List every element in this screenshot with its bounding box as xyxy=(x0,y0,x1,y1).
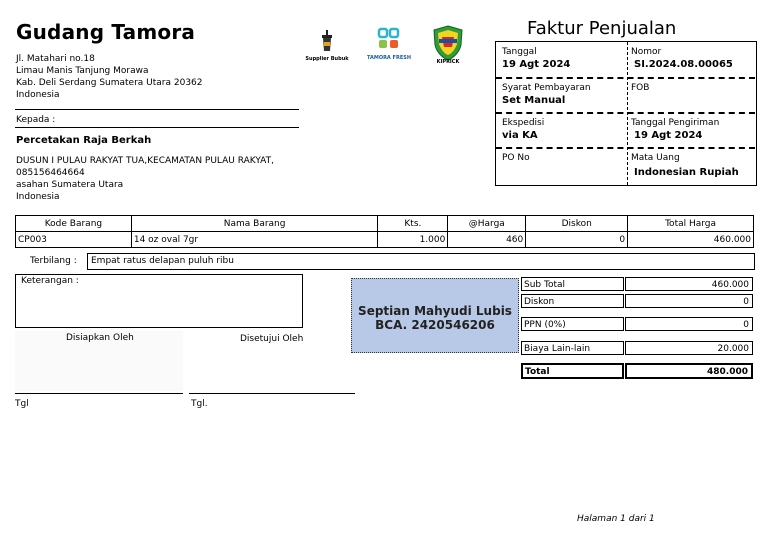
bank-account-name: Septian Mahyudi Lubis xyxy=(358,304,512,318)
recipient-name: Percetakan Raja Berkah xyxy=(16,135,152,146)
tanggal-value: 19 Agt 2024 xyxy=(502,59,571,70)
company-address-line: Limau Manis Tanjung Morawa xyxy=(16,66,149,76)
kiprick-logo xyxy=(431,25,465,65)
diskon-cell: 0 xyxy=(526,232,628,248)
nomor-value: SI.2024.08.00065 xyxy=(634,59,733,70)
biaya-lain-label: Biaya Lain-lain xyxy=(521,341,624,355)
column-header: Kode Barang xyxy=(16,216,132,232)
tanggal-pengiriman-cell xyxy=(631,117,719,143)
tamora-fresh-logo xyxy=(363,27,415,61)
kode-barang-cell: CP003 xyxy=(16,232,132,248)
recipient-address-line: DUSUN I PULAU RAKYAT TUA,KECAMATAN PULAU RAKYAT, xyxy=(16,156,274,166)
ekspedisi-label: Ekspedisi xyxy=(502,118,545,128)
cup-icon xyxy=(320,30,334,52)
logo-caption: Supplier Bubuk xyxy=(305,56,349,62)
total-value: 480.000 xyxy=(625,363,753,379)
biaya-lain-value: 20.000 xyxy=(625,341,753,355)
company-address xyxy=(16,53,203,101)
recipient-address-line: 085156464664 xyxy=(16,168,85,178)
terbilang-label: Terbilang : xyxy=(30,256,77,266)
tgl-label: Tgl. xyxy=(191,399,208,409)
ppn-label: PPN (0%) xyxy=(521,317,624,331)
company-name: Gudang Tamora xyxy=(16,20,196,44)
items-table xyxy=(15,215,754,248)
logo-caption: TAMORA FRESH xyxy=(366,55,412,61)
tanggal-pengiriman-value: 19 Agt 2024 xyxy=(634,130,703,141)
recipient-label: Kepada : xyxy=(16,115,56,125)
syarat-label: Syarat Pembayaran xyxy=(502,83,591,93)
ekspedisi-cell xyxy=(502,117,544,143)
table-header-row xyxy=(16,216,754,232)
sub-total-value: 460.000 xyxy=(625,277,753,291)
recipient-address xyxy=(16,155,274,203)
syarat-value: Set Manual xyxy=(502,95,566,106)
invoice-title: Faktur Penjualan xyxy=(527,18,677,39)
tamora-fresh-icon xyxy=(376,27,402,51)
keterangan-box xyxy=(15,274,303,328)
bank-account-number: BCA. 2420546206 xyxy=(375,318,495,332)
po-cell xyxy=(502,152,530,164)
bank-info-box xyxy=(351,278,519,353)
supplier-bubuk-logo xyxy=(303,30,351,62)
recipient-address-line: Indonesia xyxy=(16,192,60,202)
nama-barang-cell: 14 oz oval 7gr xyxy=(131,232,378,248)
fob-cell xyxy=(631,82,649,94)
mata-uang-value: Indonesian Rupiah xyxy=(634,167,739,178)
mata-uang-cell xyxy=(631,152,739,180)
fob-label: FOB xyxy=(631,83,650,93)
po-label: PO No xyxy=(502,153,530,163)
tanggal-pengiriman-label: Tanggal Pengiriman xyxy=(631,118,720,128)
divider xyxy=(15,109,299,110)
keterangan-label: Keterangan : xyxy=(21,276,79,286)
disetujui-label: Disetujui Oleh xyxy=(240,334,304,344)
syarat-cell xyxy=(502,82,591,108)
signature-line xyxy=(189,393,355,394)
sub-total-label: Sub Total xyxy=(521,277,624,291)
signature-line xyxy=(15,393,183,394)
company-address-line: Indonesia xyxy=(16,90,60,100)
ekspedisi-value: via KA xyxy=(502,130,538,141)
harga-cell: 460 xyxy=(448,232,526,248)
shield-icon xyxy=(432,25,464,61)
nomor-label: Nomor xyxy=(631,47,662,57)
nomor-cell xyxy=(631,46,733,72)
tanggal-label: Tanggal xyxy=(502,47,537,57)
column-header: Nama Barang xyxy=(131,216,378,232)
diskon-value: 0 xyxy=(625,294,753,308)
diskon-label: Diskon xyxy=(521,294,624,308)
page-number: Halaman 1 dari 1 xyxy=(577,514,655,524)
mata-uang-label: Mata Uang xyxy=(631,153,680,163)
divider xyxy=(15,127,299,128)
terbilang-box xyxy=(87,253,755,270)
company-address-line: Kab. Deli Serdang Sumatera Utara 20362 xyxy=(16,78,203,88)
tanggal-cell xyxy=(502,46,570,72)
recipient-address-line: asahan Sumatera Utara xyxy=(16,180,124,190)
column-header: Kts. xyxy=(378,216,448,232)
company-address-line: Jl. Matahari no.18 xyxy=(16,54,95,64)
total-label: Total xyxy=(521,363,624,379)
disiapkan-label: Disiapkan Oleh xyxy=(66,333,134,343)
terbilang-value: Empat ratus delapan puluh ribu xyxy=(91,256,234,266)
column-header: Diskon xyxy=(526,216,628,232)
kts-cell: 1.000 xyxy=(378,232,448,248)
table-row xyxy=(16,232,754,248)
column-header: Total Harga xyxy=(628,216,754,232)
divider xyxy=(496,77,755,79)
ppn-value: 0 xyxy=(625,317,753,331)
column-header: @Harga xyxy=(448,216,526,232)
logo-caption: KIPRICK xyxy=(436,59,460,65)
divider xyxy=(496,112,755,114)
divider xyxy=(496,147,755,149)
total-harga-cell: 460.000 xyxy=(628,232,754,248)
tgl-label: Tgl xyxy=(15,399,29,409)
